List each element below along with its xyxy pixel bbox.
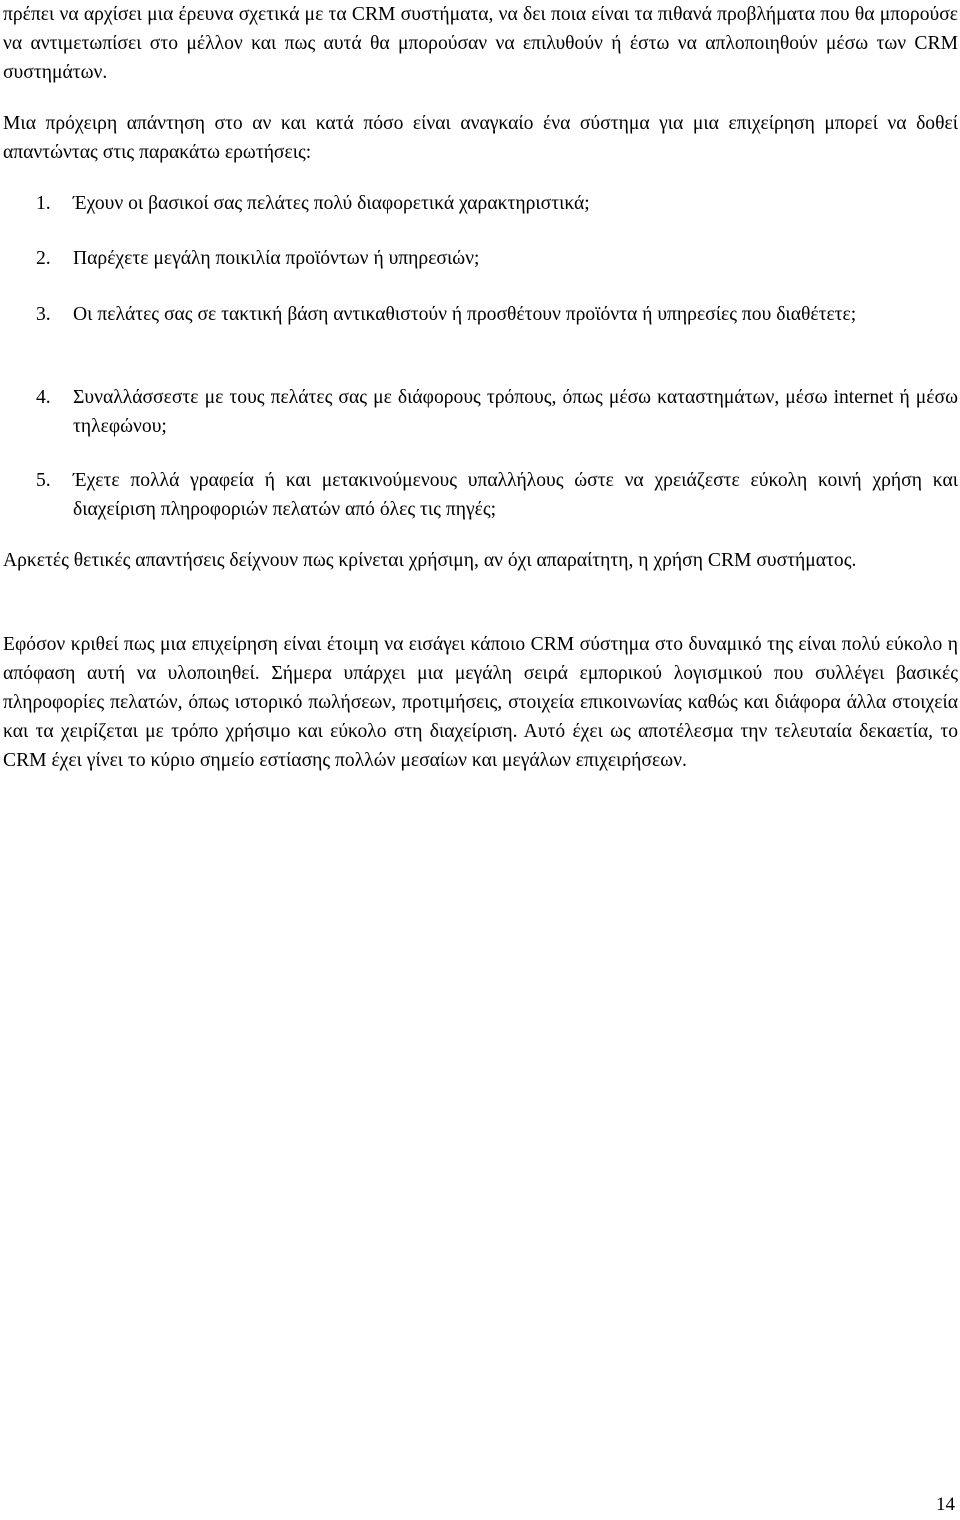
intro-paragraph: πρέπει να αρχίσει μια έρευνα σχετικά με τα CRM συστήματα, να δει ποια είναι τα πιθανά προβλήματα που θα μπορούσε να αντιμετωπίσει στο μέλλον και πως αυτά θα μπορούσαν να επιλυθούν ή έστω να απλοποιηθούν μέσω των CRM συστημάτων.	[3, 4, 958, 83]
question-item-4	[36, 383, 958, 441]
question-number: 5.	[36, 470, 51, 491]
question-item-2	[36, 244, 958, 273]
conclusion-paragraph: Αρκετές θετικές απαντήσεις δείχνουν πως κρίνεται χρήσιμη, αν όχι απαραίτητη, η χρήση CRM συστήματος.	[3, 550, 857, 571]
body-paragraph: Εφόσον κριθεί πως μια επιχείρηση είναι έτοιμη να εισάγει κάποιο CRM σύστημα στο δυναμικό της είναι πολύ εύκολο η απόφαση αυτή να υλοποιηθεί. Σήμερα υπάρχει μια μεγάλη σειρά εμπορικού λογισμικού που συλλέγει βασικές πληροφορίες πελατών, όπως ιστορικό πωλήσεων, προτιμήσεις, στοιχεία επικοινωνίας καθώς και διάφορα άλλα στοιχεία και τα χειρίζεται με τρόπο χρήσιμο και εύκολο στη διαχείριση. Αυτό έχει ως αποτέλεσμα την τελευταία δεκαετία, το CRM έχει γίνει το κύριο σημείο εστίασης πολλών μεσαίων και μεγάλων επιχειρήσεων.	[3, 634, 958, 771]
question-item-3	[36, 300, 958, 329]
question-number: 1.	[36, 193, 51, 214]
question-text: Συναλλάσσεστε με τους πελάτες σας με διάφορους τρόπους, όπως μέσω καταστημάτων, μέσω internet ή μέσω τηλεφώνου;	[73, 387, 958, 437]
question-text: Οι πελάτες σας σε τακτική βάση αντικαθιστούν ή προσθέτουν προϊόντα ή υπηρεσίες που διαθέτετε;	[73, 304, 857, 325]
question-item-1	[36, 189, 958, 218]
question-number: 3.	[36, 304, 51, 325]
question-number: 4.	[36, 387, 51, 408]
question-lead-paragraph: Μια πρόχειρη απάντηση στο αν και κατά πόσο είναι αναγκαίο ένα σύστημα για μια επιχείρηση μπορεί να δοθεί απαντώντας στις παρακάτω ερωτήσεις:	[3, 113, 958, 163]
question-text: Έχετε πολλά γραφεία ή και μετακινούμενους υπαλλήλους ώστε να χρειάζεστε εύκολη κοινή χρήση και διαχείριση πληροφοριών πελατών από όλες τις πηγές;	[73, 470, 958, 520]
question-number: 2.	[36, 248, 51, 269]
question-item-5	[36, 466, 958, 524]
question-text: Έχουν οι βασικοί σας πελάτες πολύ διαφορετικά χαρακτηριστικά;	[73, 193, 590, 214]
page-number: 14	[936, 1494, 955, 1515]
question-text: Παρέχετε μεγάλη ποικιλία προϊόντων ή υπηρεσιών;	[73, 248, 480, 269]
